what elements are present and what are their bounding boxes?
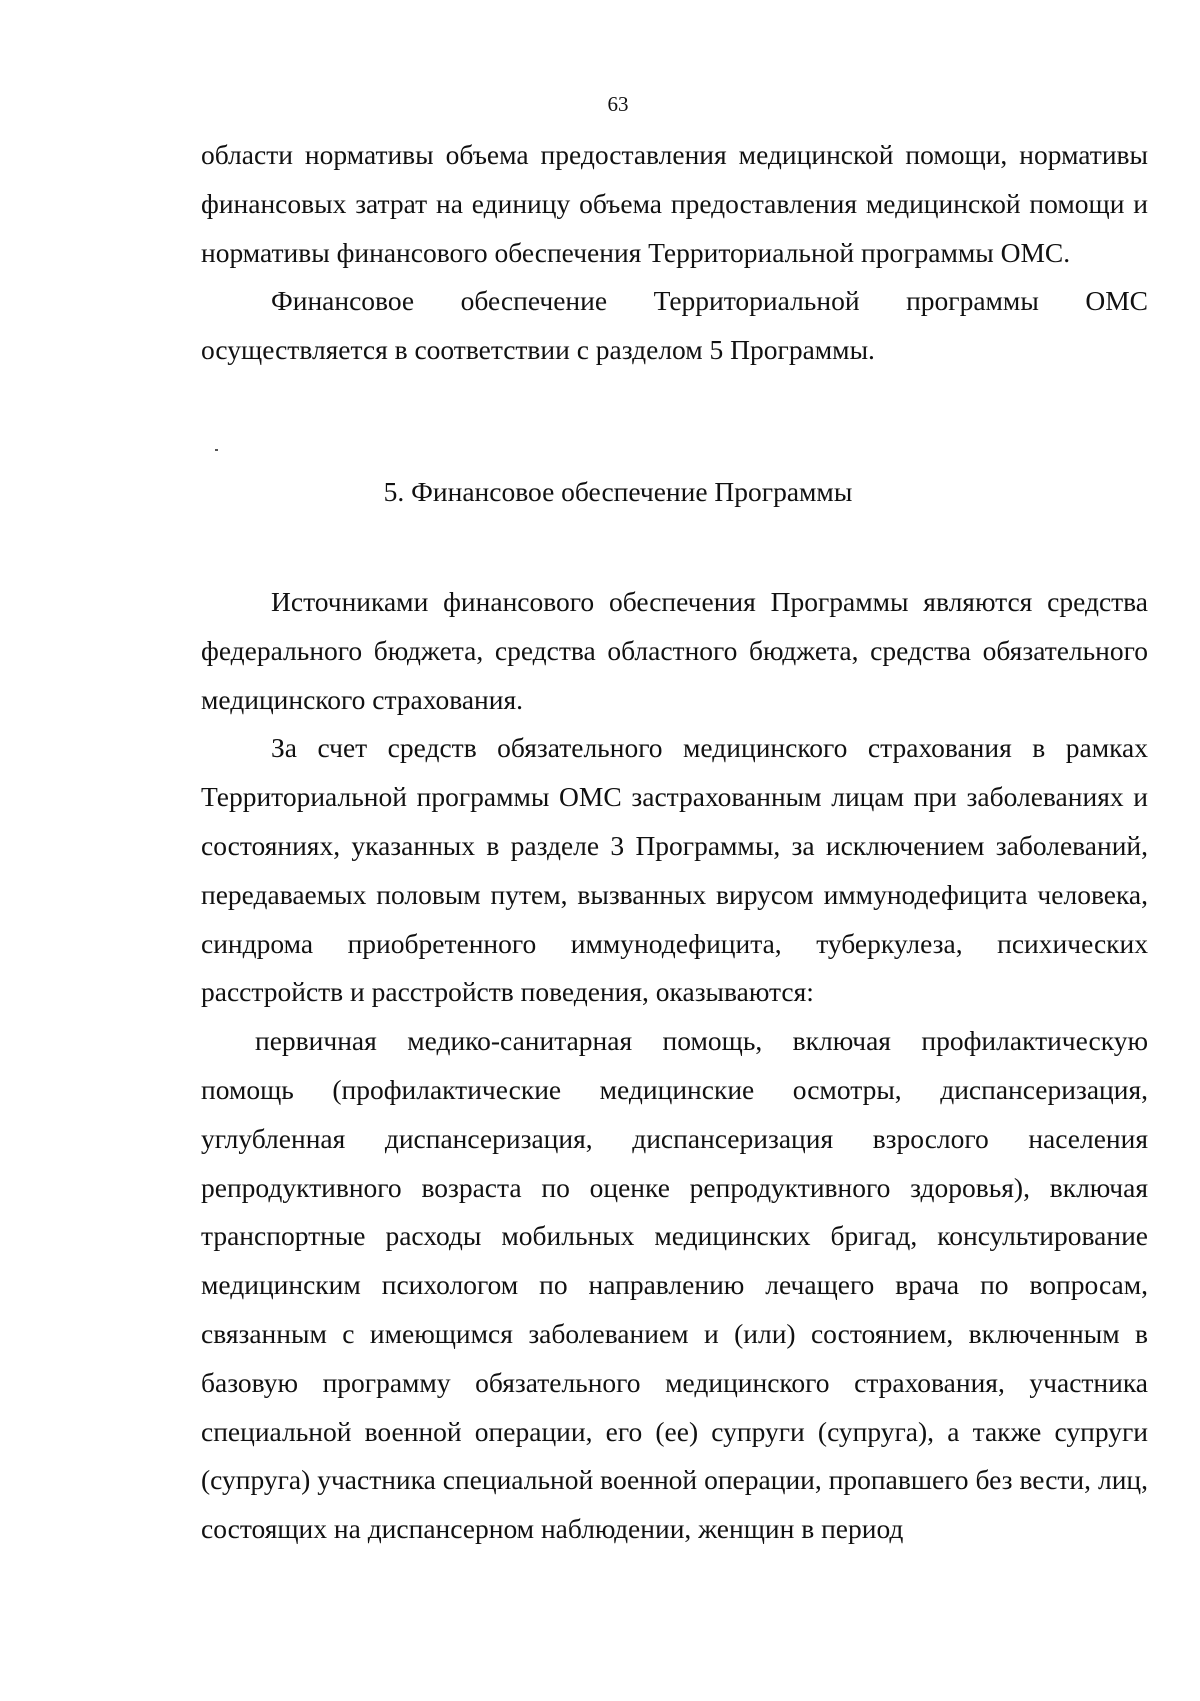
paragraph: Финансовое обеспечение Территориальной программы ОМС осуществляется в соответствии с разделом 5 Программы.	[201, 285, 1148, 366]
page-number: 63	[607, 92, 629, 116]
paragraph: За счет средств обязательного медицинского страхования в рамках Территориальной программы ОМС застрахованным лицам при заболеваниях и состояниях, указанных в разделе 3 Программы, за исключением заболеваний, передаваемых половым путем, вызванных вирусом иммунодефицита человека, синдрома приобретенного иммунодефицита, туберкулеза, психических расстройств и расстройств поведения, оказываются:	[201, 732, 1148, 1008]
text-block-top	[201, 131, 1148, 375]
paragraph: Источниками финансового обеспечения Программы являются средства федерального бюджета, средства областного бюджета, средства обязательного медицинского страхования.	[201, 586, 1148, 715]
paragraph: первичная медико-санитарная помощь, включая профилактическую помощь (профилактические медицинские осмотры, диспансеризация, углубленная диспансеризация, диспансеризация взрослого населения репродуктивного возраста по оценке репродуктивного здоровья), включая транспортные расходы мобильных медицинских бригад, консультирование медицинским психологом по направлению лечащего врача по вопросам, связанным с имеющимся заболеванием и (или) состоянием, включенным в базовую программу обязательного медицинского страхования, участника специальной военной операции, его (ее) супруги (супруга), а также супруги (супруга) участника специальной военной операции, пропавшего без вести, лиц, состоящих на диспансерном наблюдении, женщин в период	[201, 1025, 1148, 1545]
paragraph: области нормативы объема предоставления медицинской помощи, нормативы финансовых затрат на единицу объема предоставления медицинской помощи и нормативы финансового обеспечения Территориальной программы ОМС.	[201, 139, 1148, 268]
section-heading: 5. Финансовое обеспечение Программы	[383, 476, 853, 507]
scan-speck	[215, 449, 218, 451]
text-block-bottom	[201, 578, 1148, 1554]
